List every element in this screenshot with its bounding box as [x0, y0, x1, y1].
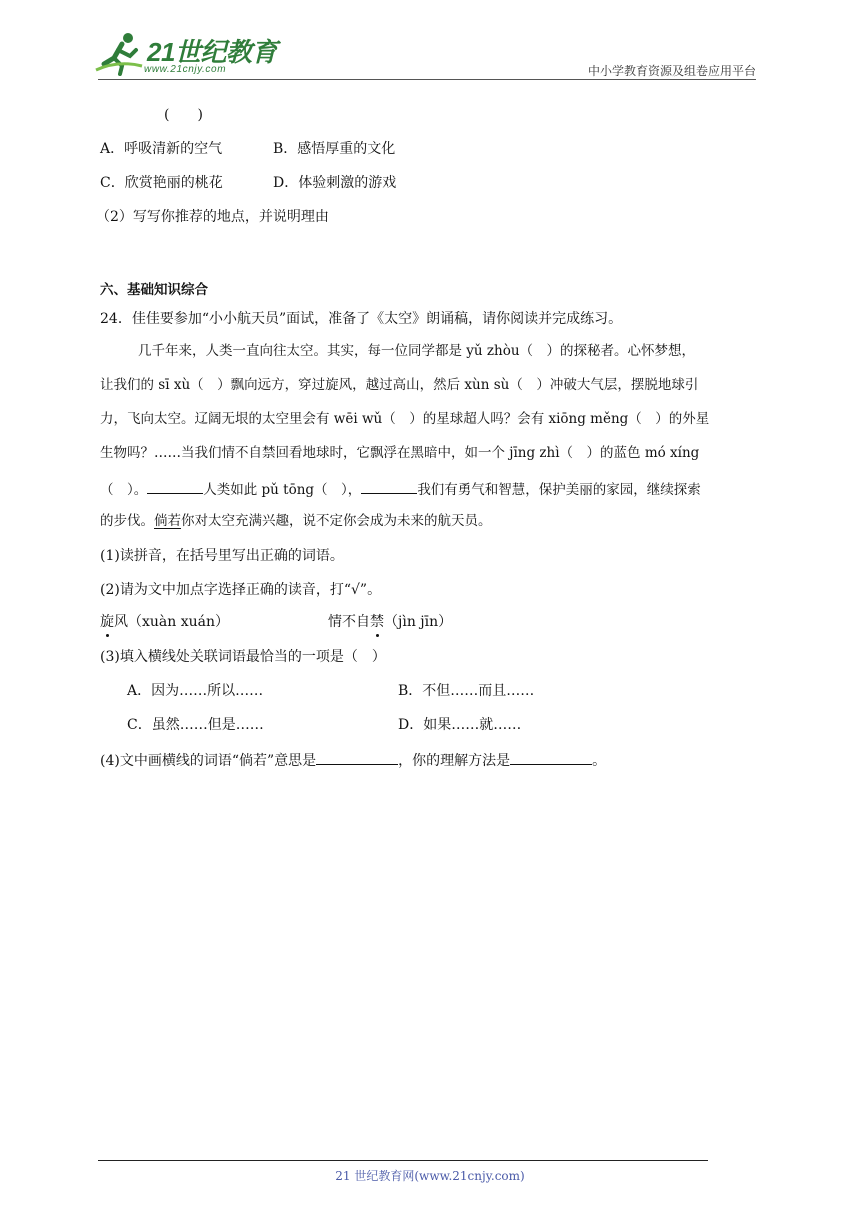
passage-line-4: 生物吗？……当我们情不自禁回看地球时，它飘浮在黑暗中，如一个 jīng zhì（ ）的蓝色 mó xíng [100, 445, 700, 461]
passage-line-6-start: 的步伐。 [100, 513, 154, 529]
conj-option-c: C．虽然……但是…… [127, 717, 264, 733]
pronunciation-item-b [328, 615, 452, 629]
passage-line-5-end: 我们有勇气和智慧，保护美丽的家园，继续探索 [417, 482, 701, 498]
pronunciation-item-a [100, 615, 229, 629]
sub-question-2: （2）写写你推荐的地点，并说明理由 [96, 209, 329, 225]
blank-1 [147, 481, 203, 494]
logo-text: 21世纪教育 [147, 37, 277, 67]
pronunciation-prefix-b: 情不自 [328, 614, 370, 630]
passage-line-6-end: 你对太空充满兴趣，说不定你会成为未来的航天员。 [181, 513, 492, 529]
runner-logo-icon [92, 30, 144, 76]
sub-question-4-start: (4)文中画横线的词语“倘若”意思是 [100, 753, 317, 769]
option-d: D．体验刺激的游戏 [273, 175, 397, 191]
passage-line-6 [100, 515, 492, 529]
logo-url: www.21cnjy.com [144, 64, 227, 75]
sub-question-4-mid: ，你的理解方法是 [398, 753, 511, 769]
passage-line-1: 几千年来，人类一直向往太空。其实，每一位同学都是 yǔ zhòu（ ）的探秘者。心怀梦想， [138, 343, 696, 359]
dotted-char-xuan: 旋 [100, 614, 114, 630]
passage-line-2: 让我们的 sī xù（ ）飘向远方，穿过旋风，越过高山，然后 xùn sù（ ）冲破大气层，摆脱地球引 [100, 377, 699, 393]
sub-question-4 [100, 752, 606, 768]
conj-option-a: A．因为……所以…… [127, 683, 264, 699]
option-a: A．呼吸清新的空气 [100, 141, 223, 157]
question-24: 24．佳佳要参加“小小航天员”面试，准备了《太空》朗诵稿，请你阅读并完成练习。 [100, 311, 623, 327]
passage-line-5-mid: 人类如此 pǔ tōng（ ）， [203, 482, 362, 498]
sub-question-1: (1)读拼音，在括号里写出正确的词语。 [100, 548, 344, 564]
conj-option-b: B．不但……而且…… [398, 683, 535, 699]
dotted-char-jin: 禁 [370, 614, 384, 630]
conj-option-d: D．如果……就…… [398, 717, 522, 733]
site-logo [92, 30, 277, 78]
platform-label: 中小学教育资源及组卷应用平台 [587, 64, 756, 78]
blank-2 [361, 481, 417, 494]
passage-line-3: 力，飞向太空。辽阔无垠的太空里会有 wēi wǔ（ ）的星球超人吗？会有 xiōng měng（ ）的外星 [100, 411, 710, 427]
sub-question-2b: (2)请为文中加点字选择正确的读音，打“√”。 [100, 582, 382, 598]
answer-paren: ( ) [164, 107, 203, 123]
page-header [0, 0, 860, 84]
passage-line-5 [100, 481, 701, 498]
footer-text: 21 世纪教育网(www.21cnjy.com) [335, 1169, 525, 1183]
pronunciation-options-a: 风（xuàn xuán） [114, 614, 230, 630]
sub-question-3: (3)填入横线处关联词语最恰当的一项是（ ） [100, 649, 386, 665]
sub-question-4-end: 。 [592, 753, 607, 769]
blank-meaning [316, 752, 398, 765]
footer-divider [98, 1160, 708, 1161]
pronunciation-options-b: （jìn jīn） [384, 614, 453, 630]
option-c: C．欣赏艳丽的桃花 [100, 175, 223, 191]
header-divider [98, 79, 756, 80]
blank-method [510, 752, 592, 765]
passage-line-5-start: （ ）。 [100, 482, 148, 498]
section-title: 六、基础知识综合 [100, 282, 208, 298]
option-b: B．感悟厚重的文化 [273, 141, 396, 157]
underlined-word: 倘若 [154, 513, 181, 529]
